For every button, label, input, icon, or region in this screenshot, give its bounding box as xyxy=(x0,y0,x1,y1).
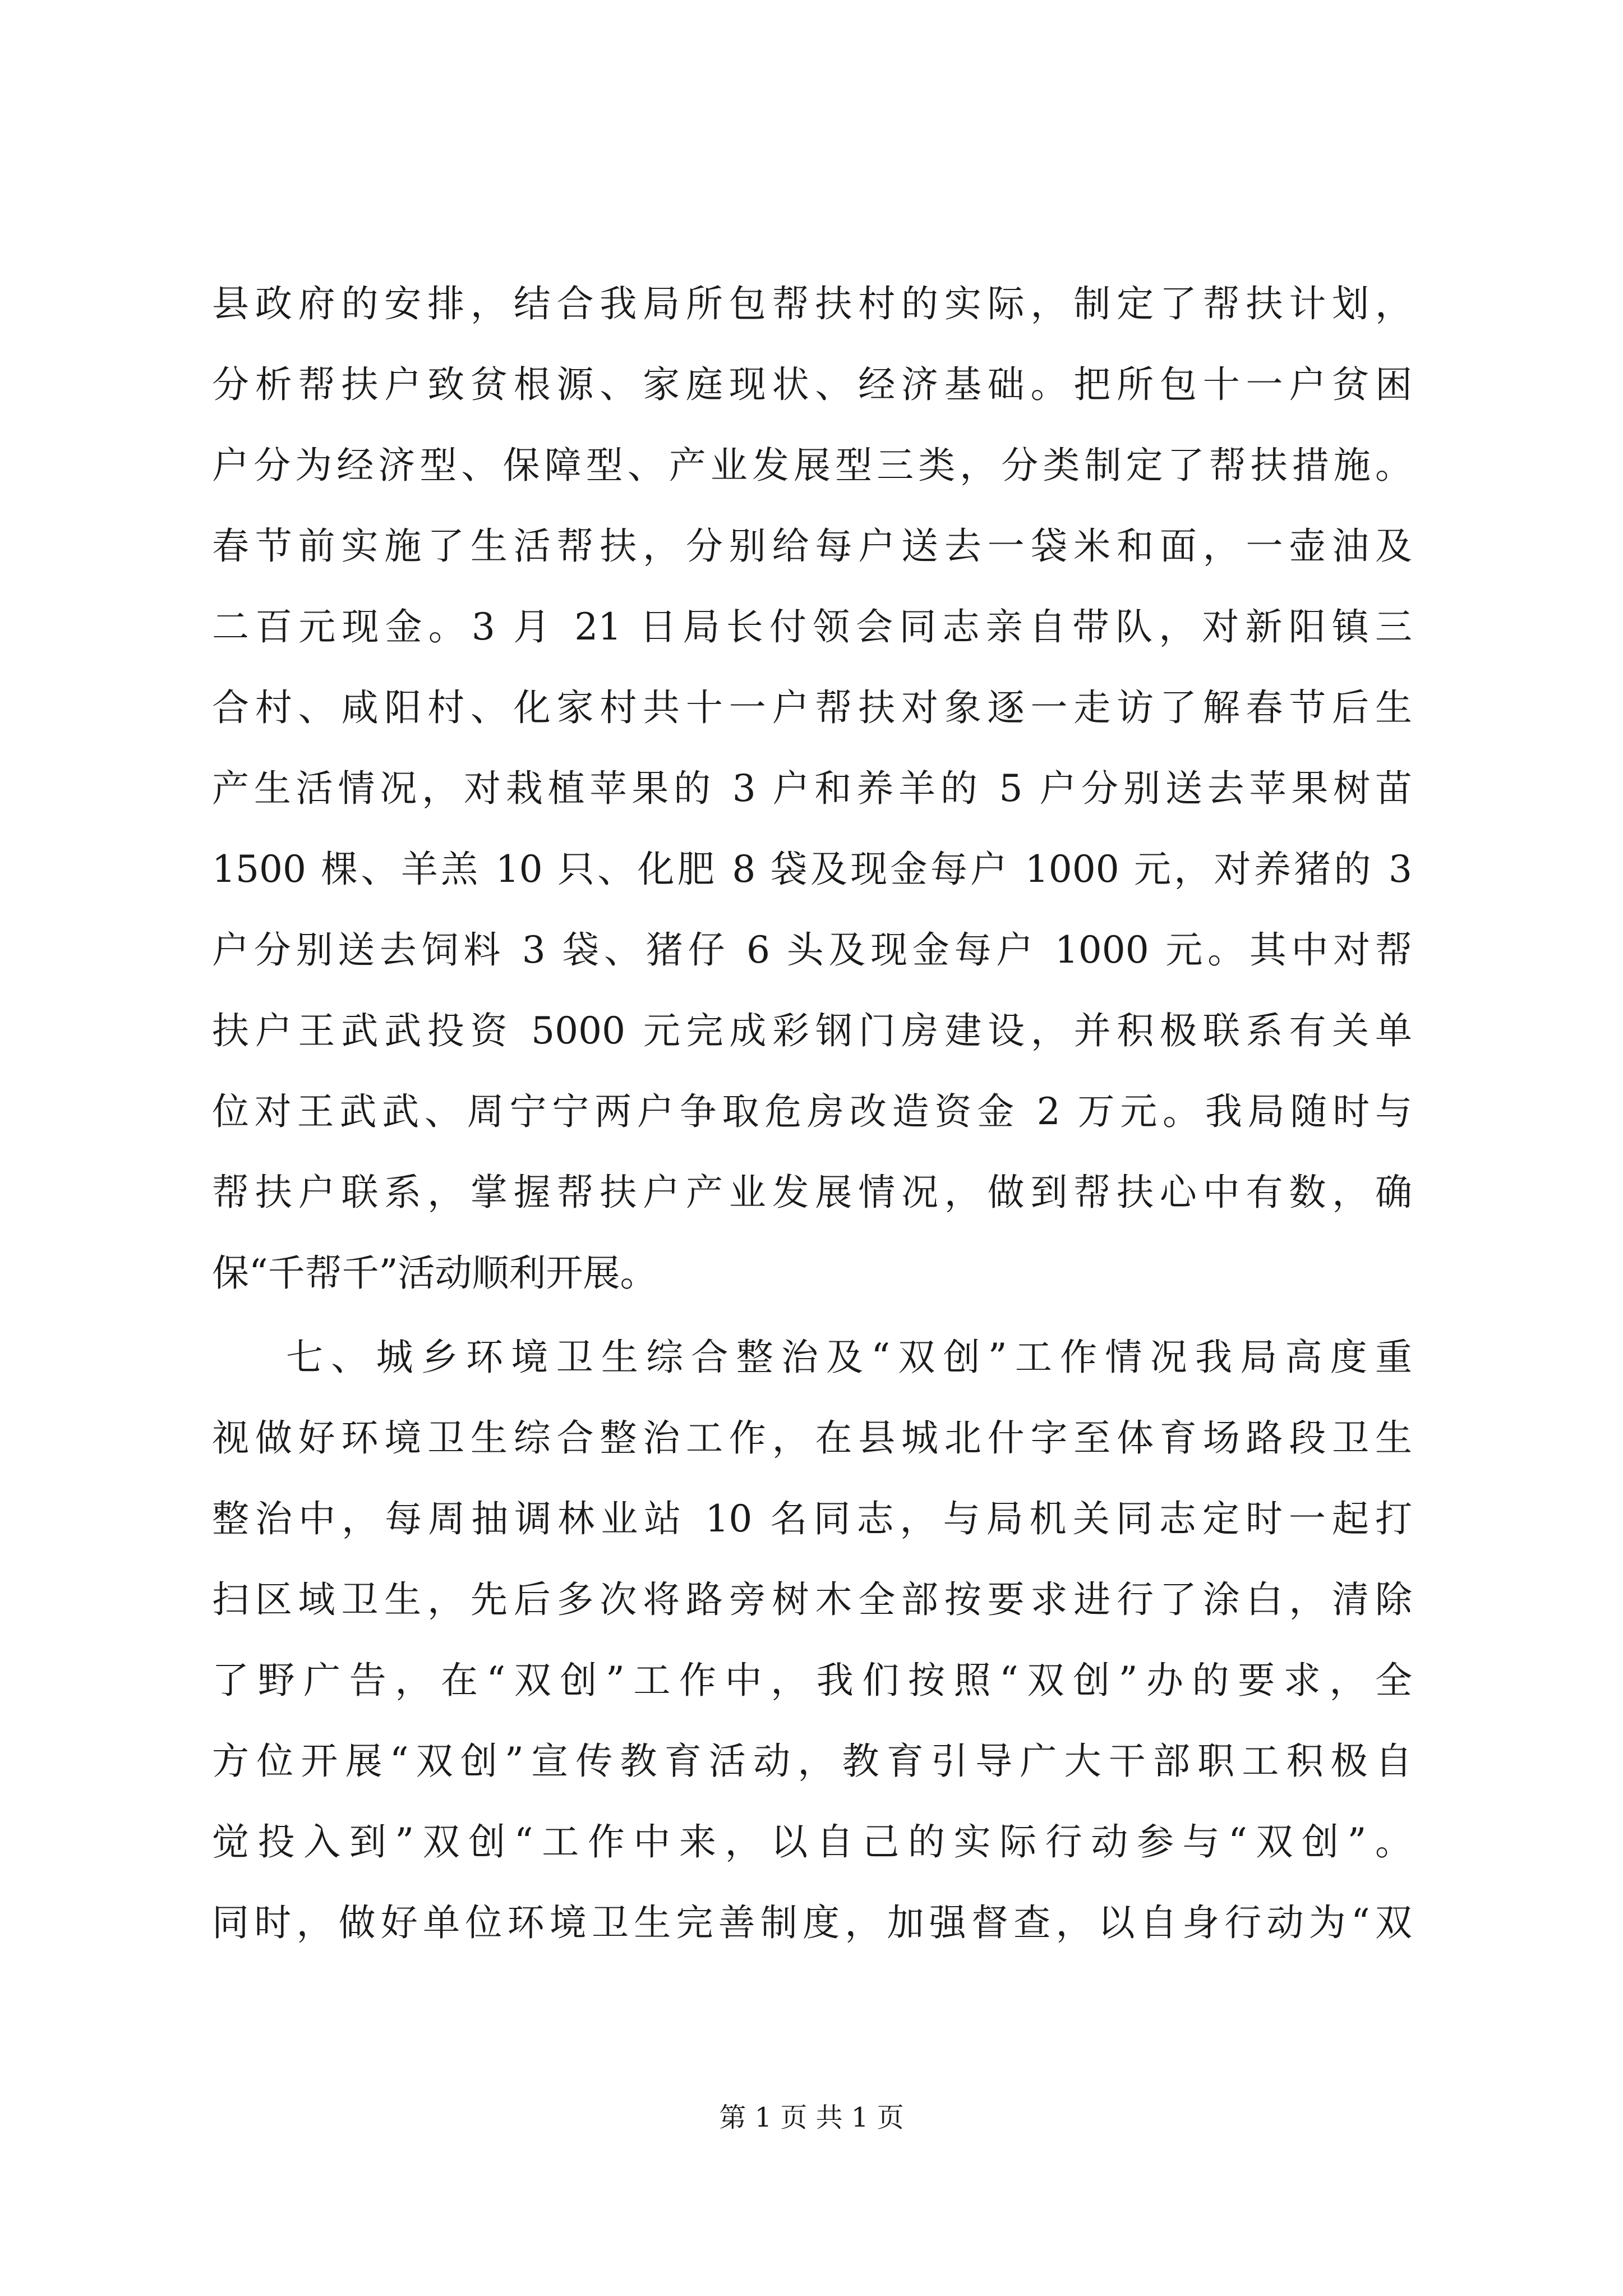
text-line: 扶户王武武投资 5000 元完成彩钢门房建设，并积极联系有关单 xyxy=(212,1009,1412,1052)
text-line: 户分为经济型、保障型、产业发展型三类，分类制定了帮扶措施。 xyxy=(212,444,1412,487)
text-line: 产生活情况，对栽植苹果的 3 户和养羊的 5 户分别送去苹果树苗 xyxy=(212,767,1412,810)
text-line: 1500 棵、羊羔 10 只、化肥 8 袋及现金每户 1000 元，对养猪的 3 xyxy=(212,848,1412,891)
text-line: 春节前实施了生活帮扶，分别给每户送去一袋米和面，一壶油及 xyxy=(212,524,1412,568)
text-line: 县政府的安排，结合我局所包帮扶村的实际，制定了帮扶计划， xyxy=(212,282,1412,325)
text-line: 合村、咸阳村、化家村共十一户帮扶对象逐一走访了解春节后生 xyxy=(212,686,1412,729)
document-body xyxy=(212,264,1412,1963)
section-heading-line: 七、城乡环境卫生综合整治及“双创”工作情况我局高度重 xyxy=(286,1336,1412,1379)
text-line: 了野广告，在“双创”工作中，我们按照“双创”办的要求，全 xyxy=(212,1659,1412,1702)
text-line: 整治中，每周抽调林业站 10 名同志，与局机关同志定时一起打 xyxy=(212,1497,1412,1540)
page-footer: 第 1 页 共 1 页 xyxy=(719,2102,904,2133)
text-line: 位对王武武、周宁宁两户争取危房改造资金 2 万元。我局随时与 xyxy=(212,1090,1412,1133)
text-line: 扫区域卫生，先后多次将路旁树木全部按要求进行了涂白，清除 xyxy=(212,1578,1412,1621)
text-line: 户分别送去饲料 3 袋、猪仔 6 头及现金每户 1000 元。其中对帮 xyxy=(212,928,1412,972)
text-line: 方位开展“双创”宣传教育活动，教育引导广大干部职工积极自 xyxy=(212,1740,1412,1783)
text-line: 二百元现金。3 月 21 日局长付领会同志亲自带队，对新阳镇三 xyxy=(212,605,1412,648)
text-line: 视做好环境卫生综合整治工作，在县城北什字至体育场路段卫生 xyxy=(212,1416,1412,1460)
text-line: 分析帮扶户致贫根源、家庭现状、经济基础。把所包十一户贫困 xyxy=(212,363,1412,406)
text-line: 觉投入到”双创“工作中来，以自己的实际行动参与“双创”。 xyxy=(212,1820,1412,1864)
text-line: 同时，做好单位环境卫生完善制度，加强督查，以自身行动为“双 xyxy=(212,1901,1412,1944)
text-line: 保“千帮千”活动顺利开展。 xyxy=(212,1251,657,1295)
text-line: 帮扶户联系，掌握帮扶户产业发展情况，做到帮扶心中有数，确 xyxy=(212,1171,1412,1214)
